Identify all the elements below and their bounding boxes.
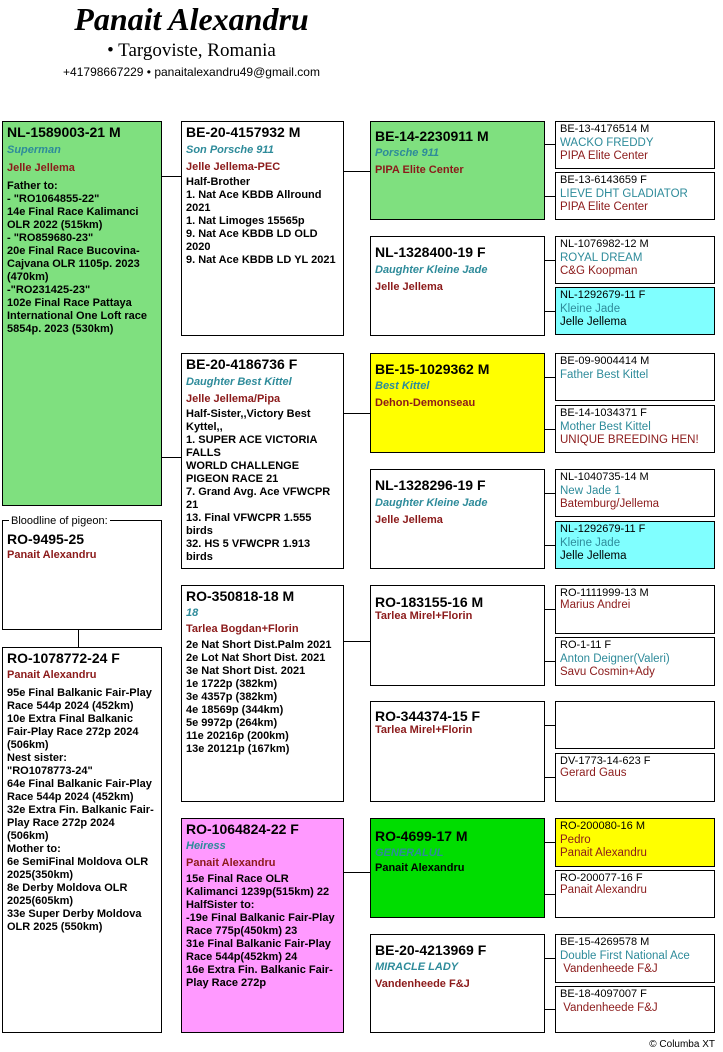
great-grandparent-card[interactable] xyxy=(370,934,545,1033)
owner: Tarlea Mirel+Florin xyxy=(375,610,473,622)
gg-grandparent-card[interactable] xyxy=(555,701,715,749)
great-grandparent-card[interactable] xyxy=(370,818,545,918)
pigeon-name: Heiress xyxy=(186,840,226,852)
owner: UNIQUE BREEDING HEN! xyxy=(560,434,699,446)
ring-number: RO-9495-25 xyxy=(7,531,85,547)
owner: Panait Alexandru xyxy=(560,847,647,859)
owner: Savu Cosmin+Ady xyxy=(560,666,655,678)
great-grandparent-card[interactable] xyxy=(370,353,545,453)
pigeon-name: Best Kittel xyxy=(375,380,430,392)
dam-card[interactable] xyxy=(2,647,162,1033)
ring-number: NL-1292679-11 F xyxy=(560,289,646,301)
pigeon-name: Porsche 911 xyxy=(375,147,440,159)
gg-grandparent-card[interactable] xyxy=(555,986,715,1033)
achievements: 2e Nat Short Dist.Palm 2021 2e Lot Nat Short Dist. 2021 3e Nat Short Dist. 2021 1e 1722p (382km) 3e 4357p (382km) 4e 18569p (344km) 5e 9972p (264km) 11e 20216p (200km) 13e 20121p (167km) xyxy=(186,639,332,755)
ring-number: RO-350818-18 M xyxy=(186,588,295,604)
ring-number: BE-18-4097007 F xyxy=(560,988,647,1000)
pigeon-name: WACKO FREDDY xyxy=(560,137,654,149)
ring-number: RO-1064824-22 F xyxy=(186,821,299,837)
ring-number: RO-4699-17 M xyxy=(375,828,468,844)
owner: Gerard Gaus xyxy=(560,767,627,779)
owner: PIPA Elite Center xyxy=(375,164,464,176)
owner: Batemburg/Jellema xyxy=(560,498,660,510)
pigeon-name: GENERALUL xyxy=(375,847,444,859)
gg-grandparent-card[interactable] xyxy=(555,405,715,453)
copyright: © Columba XT xyxy=(649,1039,715,1050)
grandparent-card[interactable] xyxy=(181,353,344,569)
great-grandparent-card[interactable] xyxy=(370,701,545,802)
gg-grandparent-card[interactable] xyxy=(555,469,715,517)
achievements: 15e Final Race OLR Kalimanci 1239p(515km) 22 HalfSister to: -19e Final Balkanic Fair-Play Race 775p(450km) 23 31e Final Balkanic Fair-Play Race 544p(452km) 24 16e Extra Fin. Balkanic Fair-Play Race 272p xyxy=(186,873,335,989)
owner: Jelle Jellema xyxy=(375,281,443,293)
ring-number: BE-20-4157932 M xyxy=(186,124,301,140)
owner: Jelle Jellema/Pipa xyxy=(186,393,281,405)
gg-grandparent-card[interactable] xyxy=(555,870,715,918)
ring-number: NL-1292679-11 F xyxy=(560,523,646,535)
ring-number: BE-13-6143659 F xyxy=(560,174,647,186)
gg-grandparent-card[interactable] xyxy=(555,934,715,983)
main-pigeon-card[interactable] xyxy=(2,121,162,506)
ring-number: BE-15-1029362 M xyxy=(375,361,490,377)
ring-number: BE-15-4269578 M xyxy=(560,936,650,948)
pigeon-name: Kleine Jade xyxy=(560,303,621,315)
owner: Panait Alexandru xyxy=(7,549,97,561)
ring-number: BE-14-2230911 M xyxy=(375,128,489,144)
gg-grandparent-card[interactable] xyxy=(555,121,715,169)
gg-grandparent-card[interactable] xyxy=(555,818,715,867)
ring-number: RO-1078772-24 F xyxy=(7,650,120,666)
ring-number: NL-1040735-14 M xyxy=(560,471,649,483)
great-grandparent-card[interactable] xyxy=(370,236,545,336)
grandparent-card[interactable] xyxy=(181,585,344,802)
pigeon-name: Pedro xyxy=(560,834,591,846)
ring-number: RO-200077-16 F xyxy=(560,872,643,884)
pigeon-name: LIEVE DHT GLADIATOR xyxy=(560,188,688,200)
gg-grandparent-card[interactable] xyxy=(555,172,715,220)
ring-number: NL-1076982-12 M xyxy=(560,238,649,250)
ring-number: NL-1328400-19 F xyxy=(375,244,486,260)
owner: PIPA Elite Center xyxy=(560,150,648,162)
owner: Jelle Jellema xyxy=(560,316,627,328)
owner: Panait Alexandru xyxy=(7,669,97,681)
grandparent-card[interactable] xyxy=(181,121,344,336)
ring-number: RO-183155-16 M xyxy=(375,594,484,610)
pigeon-name: Double First National Ace xyxy=(560,950,690,962)
ring-number: BE-13-4176514 M xyxy=(560,123,650,135)
great-grandparent-card[interactable] xyxy=(370,469,545,569)
gg-grandparent-card[interactable] xyxy=(555,753,715,802)
achievements: Father to: - "RO1064855-22" 14e Final Race Kalimanci OLR 2022 (515km) - "RO859680-23" 20e Final Race Bucovina-Cajvana OLR 1105p. 2023 (470km) -"RO231425-23" 102e Final Race Pattaya International One Loft race 5854p. 2023 (530km) xyxy=(7,180,147,335)
pigeon-name: Daughter Kleine Jade xyxy=(375,264,488,276)
ring-number: DV-1773-14-623 F xyxy=(560,755,651,767)
pigeon-name: ROYAL DREAM xyxy=(560,252,643,264)
achievements: 95e Final Balkanic Fair-Play Race 544p 2024 (452km) 10e Extra Final Balkanic Fair-Play Race 272p 2024 (506km) Nest sister: "RO1078773-24" 64e Final Balkanic Fair-Play Race 544p 2024 (452km) 32e Extra Fin. Balkanic Fair-Play Race 272p 2024 (506km) Mother to: 6e SemiFinal Moldova OLR 2025(350km) 8e Derby Moldova OLR 2025(605km) 33e Super Derby Moldova OLR 2025 (550km) xyxy=(7,687,154,933)
pigeon-name: Kleine Jade xyxy=(560,537,621,549)
gg-grandparent-card[interactable] xyxy=(555,637,715,686)
great-grandparent-card[interactable] xyxy=(370,585,545,686)
owner: Dehon-Demonseau xyxy=(375,397,476,409)
gg-grandparent-card[interactable] xyxy=(555,585,715,634)
owner: Tarlea Bogdan+Florin xyxy=(186,623,299,635)
owner: PIPA Elite Center xyxy=(560,201,648,213)
owner: Panait Alexandru xyxy=(186,857,276,869)
owner: Vandenheede F&J xyxy=(375,978,470,990)
page-title: Panait Alexandru xyxy=(74,1,309,37)
ring-number: NL-1328296-19 F xyxy=(375,477,486,493)
ring-number: RO-344374-15 F xyxy=(375,708,481,724)
pigeon-name: New Jade 1 xyxy=(560,485,621,497)
pigeon-name: Anton Deigner(Valeri) xyxy=(560,653,670,665)
owner: Jelle Jellema xyxy=(7,162,75,174)
achievements: Half-Sister,,Victory Best Kyttel,, 1. SUPER ACE VICTORIA FALLS WORLD CHALLENGE PIGEON RACE 21 7. Grand Avg. Ace VFWCPR 21 13. Final VFWCPR 1.555 birds 32. HS 5 VFWCPR 1.913 birds xyxy=(186,408,331,563)
owner: Panait Alexandru xyxy=(560,884,647,896)
pigeon-name: Son Porsche 911 xyxy=(186,144,274,156)
owner: Jelle Jellema xyxy=(560,550,627,562)
ring-number: BE-20-4213969 F xyxy=(375,942,487,958)
great-grandparent-card[interactable] xyxy=(370,121,545,220)
pigeon-name: Daughter Kleine Jade xyxy=(375,497,488,509)
owner: Jelle Jellema-PEC xyxy=(186,161,281,173)
ring-number: BE-09-9004414 M xyxy=(560,355,650,367)
ring-number: NL-1589003-21 M xyxy=(7,124,121,140)
owner: Vandenheede F&J xyxy=(560,1002,658,1014)
pigeon-name: Superman xyxy=(7,144,61,156)
owner: Marius Andrei xyxy=(560,599,631,611)
ring-number: RO-200080-16 M xyxy=(560,820,645,832)
location: • Targoviste, Romania xyxy=(107,40,276,61)
ring-number: BE-14-1034371 F xyxy=(560,407,647,419)
pigeon-name: Mother Best Kittel xyxy=(560,421,651,433)
owner: Panait Alexandru xyxy=(375,862,465,874)
owner: Jelle Jellema xyxy=(375,514,443,526)
owner: C&G Koopman xyxy=(560,265,638,277)
bloodline-label: Bloodline of pigeon: xyxy=(11,515,108,527)
ring-number: RO-1111999-13 M xyxy=(560,587,649,599)
gg-grandparent-card[interactable] xyxy=(555,287,715,335)
pigeon-name: Father Best Kittel xyxy=(560,369,649,381)
ring-number: BE-20-4186736 F xyxy=(186,356,298,372)
contact-info: +41798667229 • panaitalexandru49@gmail.com xyxy=(63,65,320,79)
gg-grandparent-card[interactable] xyxy=(555,521,715,569)
owner: Tarlea Mirel+Florin xyxy=(375,724,473,736)
ring-number: RO-1-11 F xyxy=(560,639,612,651)
gg-grandparent-card[interactable] xyxy=(555,353,715,401)
owner: Vandenheede F&J xyxy=(560,963,658,975)
grandparent-card[interactable] xyxy=(181,818,344,1033)
gg-grandparent-card[interactable] xyxy=(555,236,715,284)
achievements: Half-Brother 1. Nat Ace KBDB Allround 2021 1. Nat Limoges 15565p 9. Nat Ace KBDB LD OLD 2020 9. Nat Ace KBDB LD YL 2021 xyxy=(186,176,336,266)
pigeon-name: MIRACLE LADY xyxy=(375,961,459,973)
bloodline-card[interactable] xyxy=(2,520,162,630)
pigeon-name: Daughter Best Kittel xyxy=(186,376,292,388)
pigeon-name: 18 xyxy=(186,607,199,619)
